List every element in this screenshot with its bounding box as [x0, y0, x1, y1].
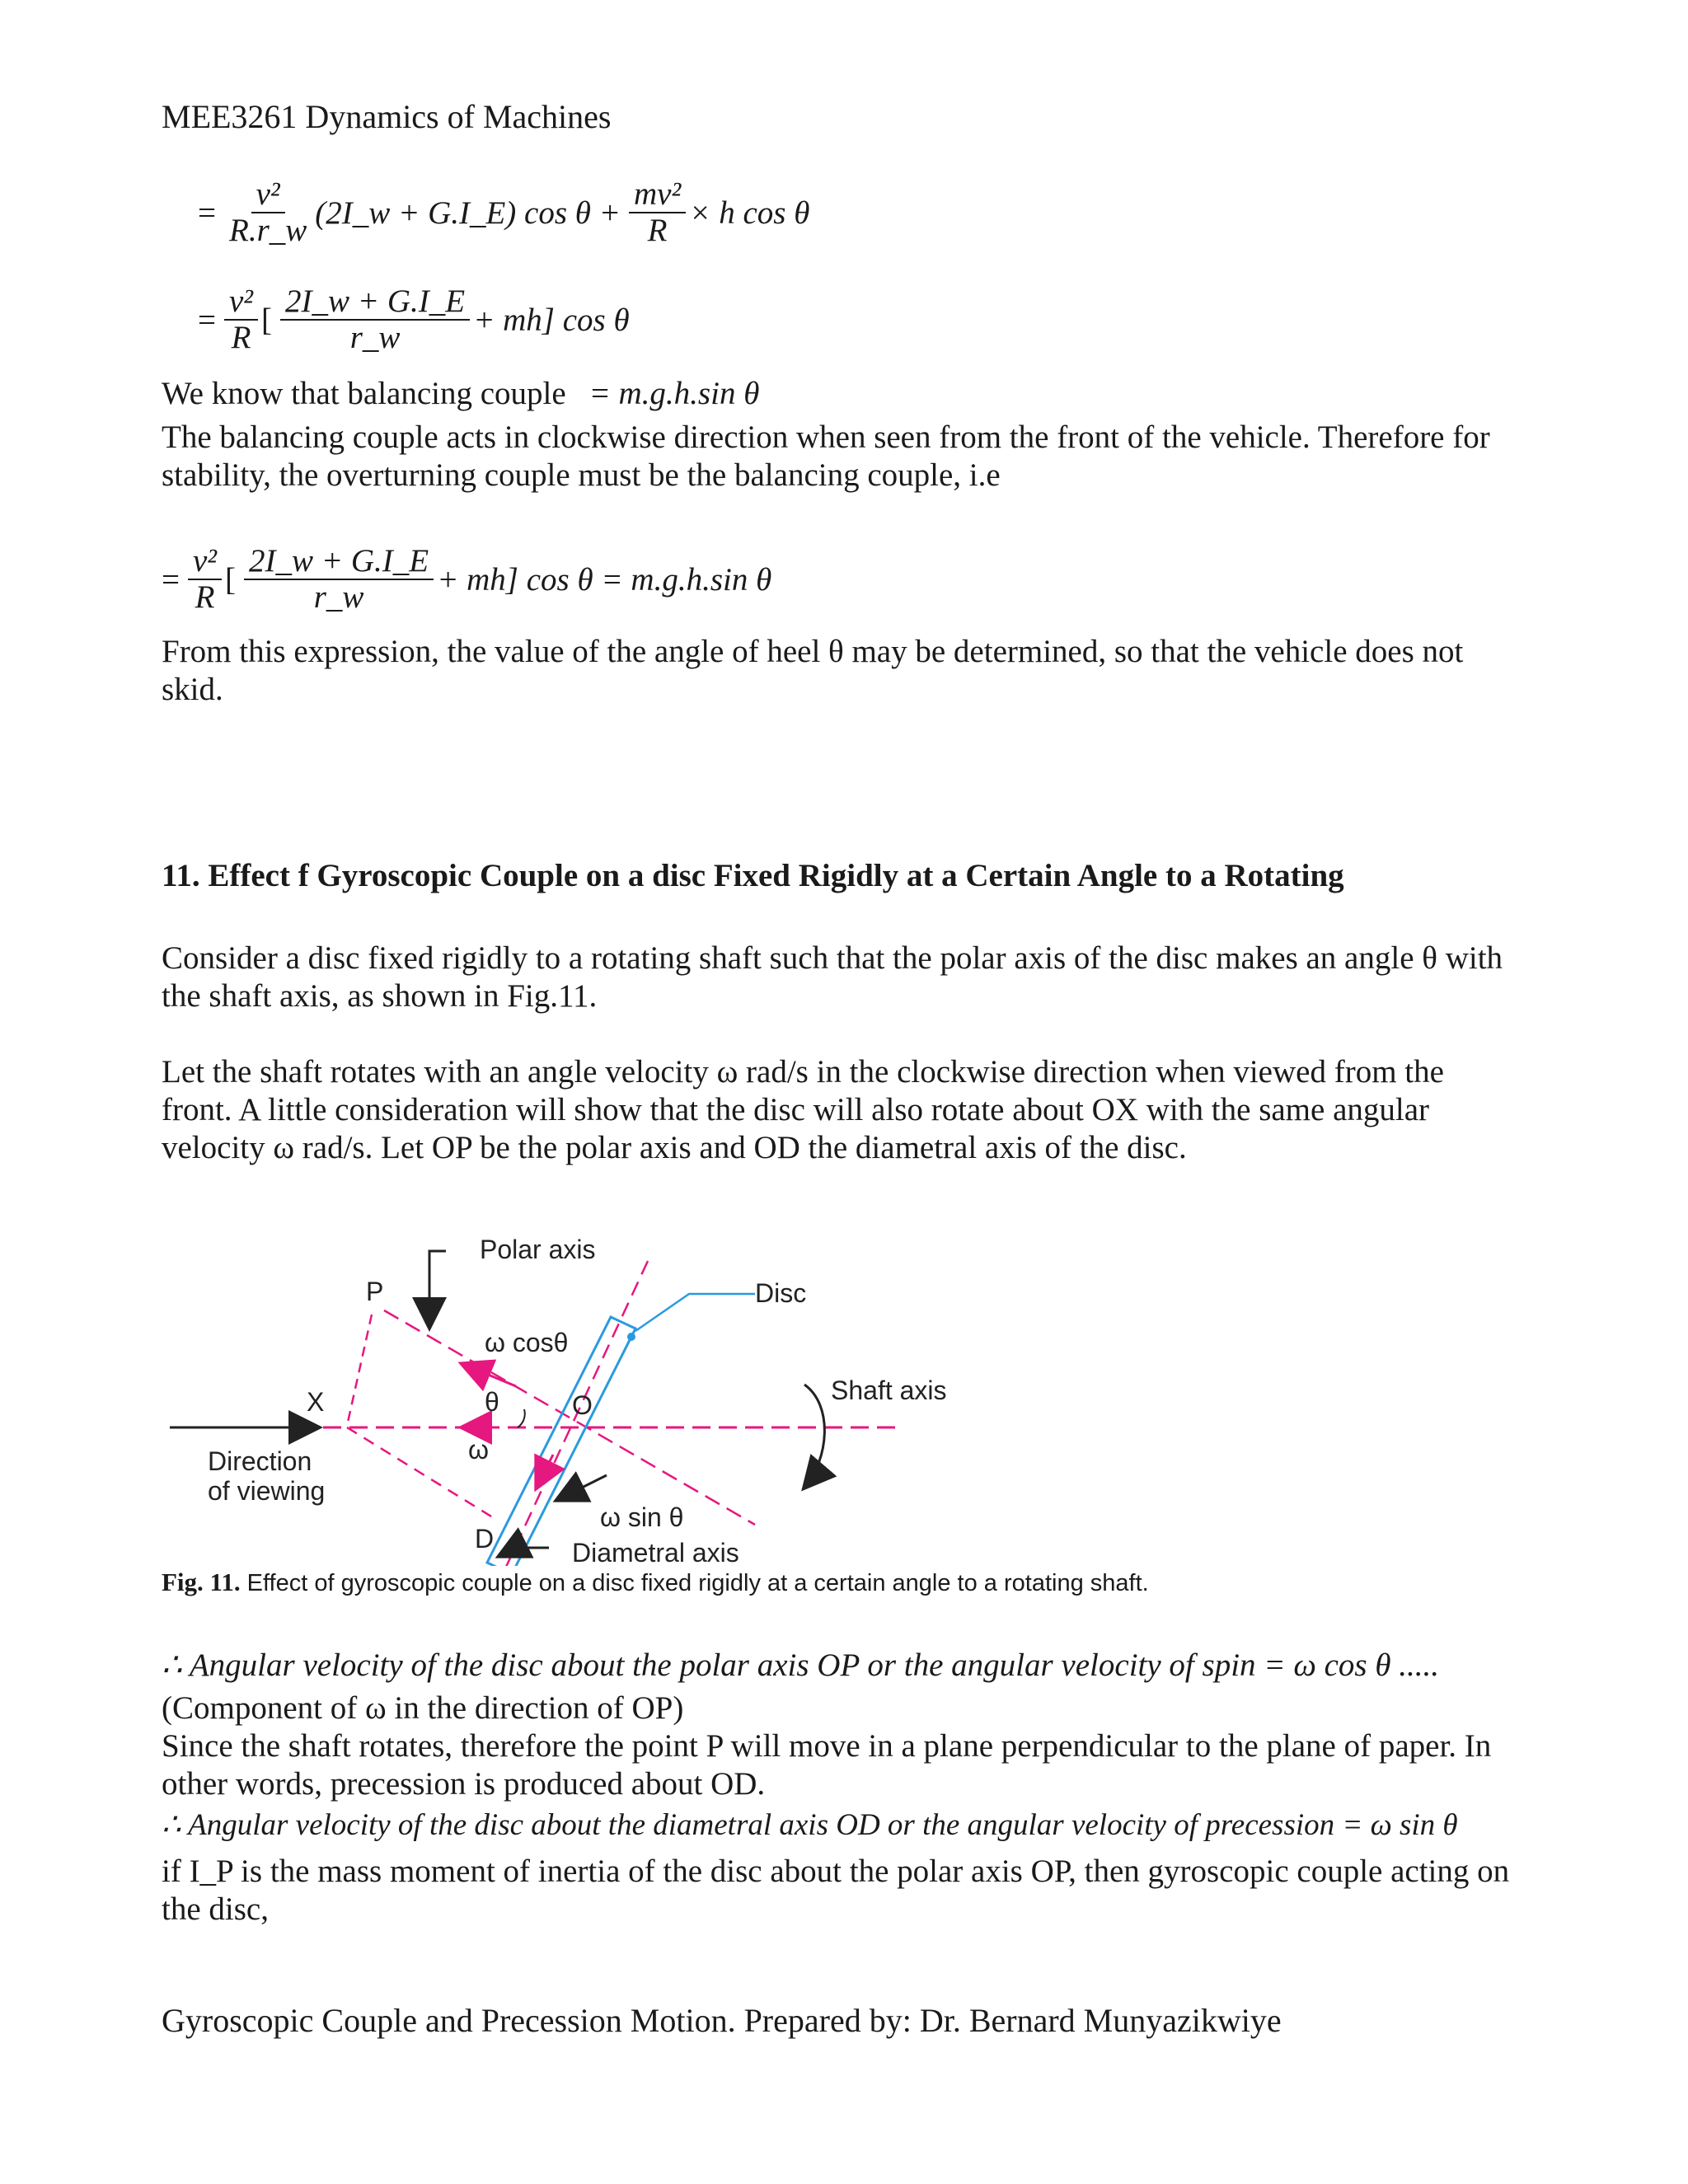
- point-p-label: P: [366, 1277, 384, 1306]
- balancing-desc: The balancing couple acts in clockwise direction when seen from the front of the vehicle. Therefore for stability, the overturning couple must be the balancing couple, i.e: [162, 419, 1490, 493]
- precession-line: ∴ Angular velocity of the disc about the diametral axis OD or the angular velocity of precession = ω sin θ: [162, 1808, 1458, 1842]
- disc-label: Disc: [755, 1278, 807, 1308]
- of-viewing-label: of viewing: [208, 1476, 326, 1506]
- diametral-axis-label: Diametral axis: [572, 1538, 739, 1566]
- eq1-mid: (2I_w + G.I_E) cos θ +: [315, 194, 621, 231]
- eq2-inner-den: r_w: [349, 320, 401, 355]
- spin-line: ∴ Angular velocity of the disc about the polar axis OP or the angular velocity of spin = ω cos θ .....: [162, 1647, 1440, 1683]
- omega-label: ω: [468, 1435, 489, 1465]
- equation-2: = $\frac{\text{v²}}{R}$ [ $\frac{2I\_w + G.I\_E}{r\_w}$ + mh] cos θ: [198, 284, 630, 355]
- eq1-left-den: R.r_w: [229, 213, 307, 248]
- omega-sin-label: ω sin θ: [600, 1502, 684, 1532]
- figure-11: [162, 1212, 1563, 1566]
- eq3-inner-den: r_w: [313, 579, 364, 615]
- point-x-label: X: [307, 1387, 325, 1417]
- eq1-left-num: v²: [251, 177, 285, 213]
- theta-label: θ: [485, 1387, 499, 1417]
- caption-label: Fig. 11.: [162, 1568, 241, 1596]
- component-line: (Component of ω in the direction of OP): [162, 1690, 684, 1726]
- eq2-tail: + mh] cos θ: [473, 302, 630, 338]
- direction-label: Direction: [208, 1446, 312, 1476]
- precession-paragraph: Since the shaft rotates, therefore the point P will move in a plane perpendicular to the plane of paper. In other words, precession is produced about OD.: [162, 1728, 1492, 1802]
- equation-1: = $\frac{\text{v²}}{R.r\_w}$ (2I_w + G.I_E) cos θ + $\frac{\text{mv²}}{R}$ × h cos θ: [198, 176, 810, 248]
- eq3-left-num: v²: [188, 544, 222, 580]
- eq1-right-num: mv²: [629, 177, 686, 213]
- shaft-axis-label: Shaft axis: [831, 1376, 947, 1405]
- eq1-tail: × h cos θ: [689, 194, 810, 231]
- consider-paragraph: Consider a disc fixed rigidly to a rotating shaft such that the polar axis of the disc makes an angle θ with the shaft axis, as shown in Fig.11.: [162, 940, 1503, 1014]
- section-heading: 11. Effect f Gyroscopic Couple on a disc Fixed Rigidly at a Certain Angle to a Rotating: [162, 858, 1344, 893]
- page-header: MEE3261 Dynamics of Machines: [162, 98, 612, 135]
- eq3-inner-num: 2I_w + G.I_E: [244, 544, 434, 580]
- eq3-left-den: R: [195, 579, 215, 615]
- caption-text: Effect of gyroscopic couple on a disc fixed rigidly at a certain angle to a rotating shaft.: [246, 1570, 1149, 1596]
- heel-paragraph: From this expression, the value of the angle of heel θ may be determined, so that the vehicle does not skid.: [162, 634, 1464, 707]
- eq3-tail: + mh] cos θ = m.g.h.sin θ: [437, 561, 772, 598]
- balancing-intro: We know that balancing couple: [162, 376, 566, 411]
- polar-axis-label: Polar axis: [480, 1235, 596, 1264]
- point-d-label: D: [475, 1524, 495, 1554]
- eq2-inner-num: 2I_w + G.I_E: [280, 284, 470, 321]
- eq2-left-num: v²: [224, 284, 258, 321]
- shaft-rotates-paragraph: Let the shaft rotates with an angle velocity ω rad/s in the clockwise direction when viewed from the front. A little consideration will show that the disc will also rotate about OX with the same angular velocity ω rad/s. Let OP be the polar axis and OD the diametral axis of the disc.: [162, 1054, 1444, 1165]
- balancing-expr: = m.g.h.sin θ: [588, 376, 760, 411]
- point-o-label: O: [572, 1390, 593, 1420]
- omega-cos-label: ω cosθ: [485, 1328, 569, 1357]
- balancing-line: [162, 375, 759, 413]
- eq2-left-den: R: [231, 320, 251, 355]
- equation-3: = $\frac{\text{v²}}{R}$ [ $\frac{2I\_w + G.I\_E}{r\_w}$ + mh] cos θ = m.g.h.sin θ: [162, 543, 772, 615]
- page-footer: Gyroscopic Couple and Precession Motion. Prepared by: Dr. Bernard Munyazikwiye: [162, 2002, 1282, 2039]
- ip-paragraph: if I_P is the mass moment of inertia of the disc about the polar axis OP, then gyroscopic couple acting on the disc,: [162, 1854, 1510, 1927]
- figure-caption: [162, 1568, 1149, 1597]
- eq1-right-den: R: [647, 213, 668, 248]
